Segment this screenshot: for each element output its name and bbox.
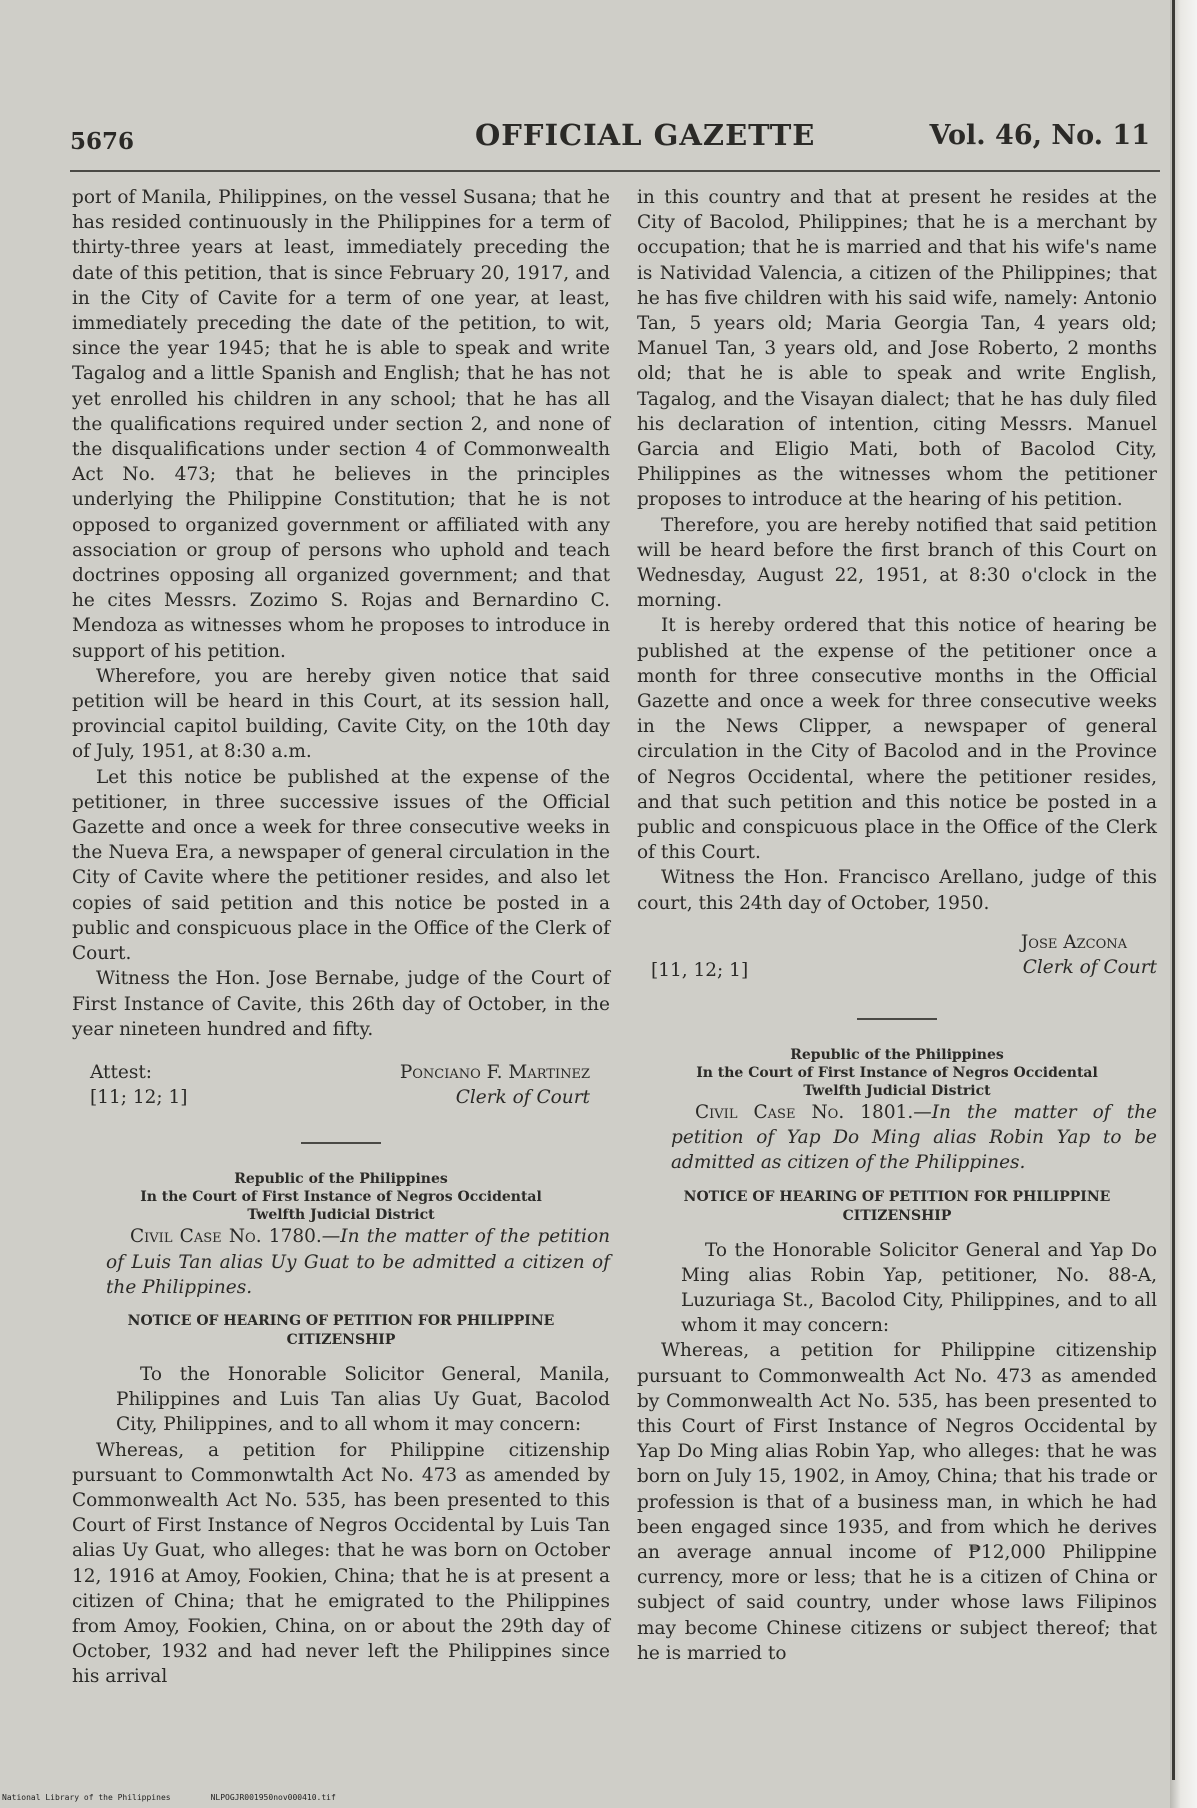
paragraph: Therefore, you are hereby notified that said petition will be heard before the first branch of this Court on Wednesday, August 22, 1951, at 8:30 o'clock in the morning. — [637, 514, 1157, 612]
left-column — [72, 185, 610, 1690]
case-number: Civil Case No. 1780. — [130, 1226, 322, 1248]
paragraph: Let this notice be published at the expense of the petitioner, in three successive issues of the Official Gazette and once a week for three consecutive weeks in the Nueva Era, a newspaper of general circulation in the City of Cavite where the petitioner resides, and also let copies of said petition and this notice be posted in a public and conspicuous place in the Office of the Clerk of Court. — [72, 766, 610, 965]
publication-title: OFFICIAL GAZETTE — [475, 118, 816, 152]
addressee: To the Honorable Solicitor General, Manila, Philippines and Luis Tan alias Uy Guat, Bacolod City, Philippines, and to all whom it may concern: — [116, 1363, 610, 1436]
volume-number: Vol. 46, No. 11 — [929, 120, 1150, 151]
notice-title: NOTICE OF HEARING OF PETITION FOR PHILIPPINE CITIZENSHIP — [127, 1312, 555, 1348]
heading-district: Twelfth Judicial District — [803, 1082, 991, 1099]
header-rule — [70, 170, 1160, 172]
clerk-title: Clerk of Court — [1022, 956, 1157, 978]
paragraph: port of Manila, Philippines, on the vessel Susana; that he has resided continuously in the Philippines for a term of thirty-three years at least, immediately preceding the date of this petition, that is since February 20, 1917, and in the City of Cavite for a term of one year, at least, immediately preceding the date of the petition, to wit, since the year 1945; that he is able to speak and write Tagalog and a little Spanish and English; that he has not yet enrolled his children in any school; that he has all the qualifications required under section 2, and none of the disqualifications under section 4 of Commonwealth Act No. 473; that he believes in the principles underlying the Philippine Constitution; that he is not opposed to organized government or affiliated with any association or group of persons who uphold and teach doctrines opposing all organized government; and that he cites Messrs. Zozimo S. Rojas and Bernardino C. Mendoza as witnesses whom he proposes to introduce in support of his petition. — [72, 187, 610, 662]
clerk-title: Clerk of Court — [455, 1087, 590, 1109]
heading-court: In the Court of First Instance of Negros Occidental — [696, 1064, 1098, 1081]
page-header — [70, 112, 1160, 158]
case-title: —In the matter of the petition of Luis Tan alias Uy Guat to be admitted a citizen of the Philippines. — [106, 1226, 610, 1298]
heading-republic: Republic of the Philippines — [790, 1046, 1004, 1063]
scan-footer — [2, 1793, 376, 1802]
section-divider — [857, 1018, 937, 1020]
paragraph: Whereas, a petition for Philippine citizenship pursuant to Commonwealth Act No. 473 as amended by Commonwealth Act No. 535, has been presented to this Court of First Instance of Negros Occidental by Yap Do Ming alias Robin Yap, who alleges: that he was born on July 15, 1902, in Amoy, China; that his trade or profession is that of a business man, in which he had been engaged since 1935, and from which he derives an average annual income of ₱12,000 Philippine currency, more or less; that he is a citizen of China or subject of said country, under whose laws Filipinos may become Chinese citizens or subject thereof; that he is married to — [637, 1340, 1157, 1664]
signature-block — [72, 1060, 610, 1110]
case-title: —In the matter of the petition of Yap Do Ming alias Robin Yap to be admitted as citizen of the Philippines. — [671, 1101, 1158, 1174]
issue-code: [11; 12; 1] — [90, 1087, 188, 1109]
paragraph: Whereas, a petition for Philippine citizenship pursuant to Commonwtalth Act No. 473 as amended by Commonwealth Act No. 535, has been presented to this Court of First Instance of Negros Occidental by Luis Tan alias Uy Guat, who alleges: that he was born on October 12, 1916 at Amoy, Fookien, China; that he is at present a citizen of China; that he emigrated to the Philippines from Amoy, Fookien, China, on or about the 29th day of October, 1932 and had never left the Philippines since his arrival — [72, 1439, 610, 1688]
case-caption — [637, 1100, 1157, 1176]
court-heading — [72, 1170, 610, 1224]
paragraph: in this country and that at present he resides at the City of Bacolod, Philippines; that he is a merchant by occupation; that he is married and that his wife's name is Natividad Valencia, a citizen of the Philippines; that he has five children with his said wife, namely: Antonio Tan, 5 years old; Maria Georgia Tan, 4 years old; Manuel Tan, 3 years old, and Jose Roberto, 2 months old; that he is able to speak and write English, Tagalog, and the Visayan dialect; that he has duly filed his declaration of intention, citing Messrs. Manuel Garcia and Eligio Mati, both of Bacolod City, Philippines as the witnesses whom the petitioner proposes to introduce at the hearing of his petition. — [637, 187, 1157, 511]
paragraph: Witness the Hon. Jose Bernabe, judge of the Court of First Instance of Cavite, this 26th day of October, in the year nineteen hundred and fifty. — [72, 968, 610, 1040]
signature-block — [637, 930, 1157, 986]
heading-court: In the Court of First Instance of Negros Occidental — [140, 1189, 542, 1206]
binding-line — [1172, 0, 1175, 1780]
clerk-name: Ponciano F. Martinez — [399, 1061, 590, 1083]
section-divider — [301, 1142, 381, 1144]
right-column — [637, 185, 1157, 1666]
heading-republic: Republic of the Philippines — [234, 1171, 448, 1188]
case-caption — [72, 1224, 610, 1300]
paragraph: Wherefore, you are hereby given notice that said petition will be heard in this Court, at its session hall, provincial capitol building, Cavite City, on the 10th day of July, 1951, at 8:30 a.m. — [72, 665, 610, 763]
paragraph: Witness the Hon. Francisco Arellano, judge of this court, this 24th day of October, 1950. — [637, 867, 1157, 914]
notice-title: NOTICE OF HEARING OF PETITION FOR PHILIPPINE CITIZENSHIP — [683, 1188, 1111, 1224]
clerk-name: Jose Azcona — [1020, 931, 1127, 953]
page-number: 5676 — [70, 128, 135, 155]
heading-district: Twelfth Judicial District — [247, 1207, 435, 1224]
addressee: To the Honorable Solicitor General and Yap Do Ming alias Robin Yap, petitioner, No. 88-A, Luzuriaga St., Bacolod City, Philippines, and to all whom it may concern: — [681, 1239, 1157, 1337]
file-name: NLPOGJR001950nov000410.tif — [210, 1793, 336, 1802]
paragraph: It is hereby ordered that this notice of hearing be published at the expense of the petitioner once a month for three consecutive months in the Official Gazette and once a week for three consecutive weeks in the News Clipper, a newspaper of general circulation in the City of Bacolod and in the Province of Negros Occidental, where the petitioner resides, and that such petition and this notice be posted in a public and conspicuous place in the Office of the Clerk of this Court. — [637, 615, 1157, 864]
case-number: Civil Case No. 1801. — [695, 1101, 914, 1123]
issue-code: [11, 12; 1] — [651, 959, 749, 981]
attest-label: Attest: — [90, 1061, 153, 1083]
library-credit: National Library of the Philippines — [2, 1793, 171, 1802]
court-heading — [637, 1046, 1157, 1100]
